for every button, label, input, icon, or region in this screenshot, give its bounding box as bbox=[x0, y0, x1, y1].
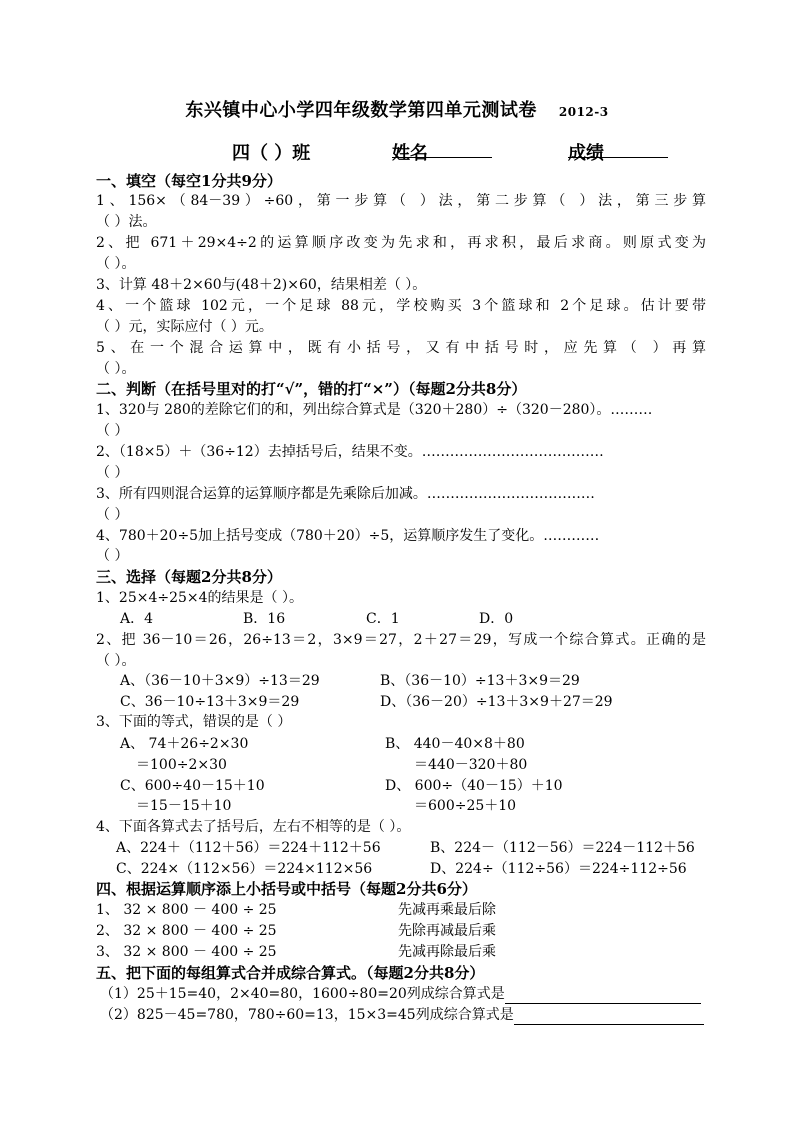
s3-q1-option-d[interactable]: D．0 bbox=[479, 611, 514, 627]
s4-q2-expression[interactable]: 2、 32 × 800 － 400 ÷ 25 bbox=[96, 923, 277, 939]
s3-q3-option-d-line1[interactable]: D、 600÷（40－15）＋10 bbox=[385, 778, 563, 794]
s1-q5-line1: 5、在一个混合运算中，既有小括号，又有中括号时，应先算（ ）再算 bbox=[96, 340, 706, 356]
s3-q3-option-b-line2: ＝440－320＋80 bbox=[414, 757, 528, 773]
s2-q3-answer-paren[interactable]: （ ） bbox=[96, 507, 129, 523]
s5-q1-text: （1）25＋15=40，2×40=80，1600÷80=20列成综合算式是 bbox=[100, 986, 505, 1002]
s2-q4-answer-paren[interactable]: （ ） bbox=[96, 548, 129, 564]
s3-q3-option-c-line2: ＝15－15＋10 bbox=[136, 798, 232, 814]
name-blank-line[interactable] bbox=[392, 139, 492, 158]
s3-q4-option-b[interactable]: B、224－（112－56）＝224－112＋56 bbox=[430, 840, 695, 856]
s5-q2-answer-line[interactable] bbox=[514, 1008, 704, 1025]
s2-q3: 3、所有四则混合运算的运算顺序都是先乘除后加减。……………………………… bbox=[96, 486, 595, 502]
s3-q3-option-b-line1[interactable]: B、 440－40×8＋80 bbox=[385, 736, 525, 752]
s3-q2-line2: （ ）。 bbox=[96, 653, 136, 669]
s3-q3-option-a-line2: ＝100÷2×30 bbox=[136, 757, 227, 773]
s4-q3-expression[interactable]: 3、 32 × 800 － 400 ÷ 25 bbox=[96, 944, 277, 960]
s3-q3: 3、下面的等式，错误的是（ ） bbox=[96, 714, 292, 730]
s1-q1-line2: （ ）法。 bbox=[96, 214, 157, 230]
s3-q1: 1、25×4÷25×4的结果是（ ）。 bbox=[96, 590, 303, 606]
name-label: 姓名 bbox=[392, 143, 428, 164]
s3-q2-option-b[interactable]: B、（36－10）÷13＋3×9＝29 bbox=[380, 673, 580, 689]
s2-q4: 4、780＋20÷5加上括号变成（780＋20）÷5，运算顺序发生了变化。………… bbox=[96, 528, 600, 544]
s1-q4-line1: 4、一个篮球 102元，一个足球 88元，学校购买 3个篮球和 2个足球。估计要带 bbox=[96, 298, 706, 314]
s4-q1-expression[interactable]: 1、 32 × 800 － 400 ÷ 25 bbox=[96, 902, 277, 918]
exam-date: 2012-3 bbox=[558, 105, 609, 119]
s3-q3-option-c-line1[interactable]: C、600÷40－15＋10 bbox=[120, 778, 265, 794]
s5-q1-answer-line[interactable] bbox=[505, 987, 701, 1004]
s4-q2-hint: 先除再减最后乘 bbox=[398, 923, 496, 939]
section5-heading: 五、把下面的每组算式合并成综合算式。（每题2分共8分） bbox=[96, 964, 485, 982]
s2-q2: 2、（18×5）＋（36÷12）去掉括号后，结果不变。………………………………… bbox=[96, 444, 604, 460]
s2-q2-answer-paren[interactable]: （ ） bbox=[96, 465, 129, 481]
s5-q2-text: （2）825－45=780，780÷60=13，15×3=45列成综合算式是 bbox=[100, 1007, 514, 1023]
s1-q2-line1: 2、把 671＋29×4÷2的运算顺序改变为先求和，再求积，最后求商。则原式变为 bbox=[96, 235, 706, 251]
s3-q2-line1: 2、把 36－10＝26，26÷13＝2，3×9＝27，2＋27＝29，写成一个综合算式。正确的是 bbox=[96, 632, 706, 648]
s3-q2-option-c[interactable]: C、36－10÷13＋3×9＝29 bbox=[120, 694, 300, 710]
section3-heading: 三、选择（每题2分共8分） bbox=[96, 568, 282, 586]
title-text: 东兴镇中心小学四年级数学第四单元测试卷 bbox=[185, 100, 537, 121]
s4-q3-hint: 先减再除最后乘 bbox=[398, 944, 496, 960]
s5-q1 bbox=[100, 984, 701, 1004]
s1-q4-line2: （ ）元，实际应付（ ）元。 bbox=[96, 319, 273, 335]
score-label: 成绩 bbox=[568, 143, 604, 164]
s3-q2-option-a[interactable]: A、（36－10＋3×9）÷13＝29 bbox=[120, 673, 320, 689]
s2-q1-answer-paren[interactable]: （ ） bbox=[96, 423, 129, 439]
s3-q3-option-d-line2: ＝600÷25＋10 bbox=[414, 798, 517, 814]
s3-q4-option-c[interactable]: C、224×（112×56）＝224×112×56 bbox=[116, 861, 373, 877]
s3-q1-option-a[interactable]: A．4 bbox=[120, 611, 154, 627]
s3-q4: 4、下面各算式去了括号后，左右不相等的是（ ）。 bbox=[96, 819, 411, 835]
section4-heading: 四、根据运算顺序添上小括号或中括号（每题2分共6分） bbox=[96, 880, 477, 898]
s1-q1-line1: 1、156×（84－39）÷60，第一步算（ ）法，第二步算（ ）法，第三步算 bbox=[96, 193, 706, 209]
s1-q2-line2: （ ）。 bbox=[96, 256, 136, 272]
s3-q4-option-d[interactable]: D、224÷（112÷56）＝224÷112÷56 bbox=[430, 861, 687, 877]
s4-q1-hint: 先减再乘最后除 bbox=[398, 902, 496, 918]
exam-title bbox=[0, 96, 794, 122]
s2-q1: 1、320与 280的差除它们的和，列出综合算式是（320＋280）÷（320－280）。……… bbox=[96, 402, 653, 418]
s3-q1-option-b[interactable]: B．16 bbox=[243, 611, 286, 627]
s3-q1-option-c[interactable]: C．1 bbox=[366, 611, 400, 627]
section2-heading: 二、判断（在括号里对的打“√”，错的打“×”）（每题2分共8分） bbox=[96, 380, 527, 398]
s3-q3-option-a-line1[interactable]: A、 74＋26÷2×30 bbox=[120, 736, 249, 752]
s5-q2 bbox=[100, 1005, 704, 1025]
s1-q3: 3、计算 48＋2×60与(48＋2)×60，结果相差（ ）。 bbox=[96, 277, 427, 293]
s3-q4-option-a[interactable]: A、224＋（112＋56）＝224＋112＋56 bbox=[116, 840, 381, 856]
section1-heading: 一、填空（每空1分共9分） bbox=[96, 172, 282, 190]
s1-q5-line2: （ ）。 bbox=[96, 361, 136, 377]
s3-q2-option-d[interactable]: D、（36－20）÷13＋3×9＋27＝29 bbox=[380, 694, 613, 710]
class-label: 四（ ）班 bbox=[232, 143, 311, 164]
score-blank-line[interactable] bbox=[568, 139, 668, 158]
